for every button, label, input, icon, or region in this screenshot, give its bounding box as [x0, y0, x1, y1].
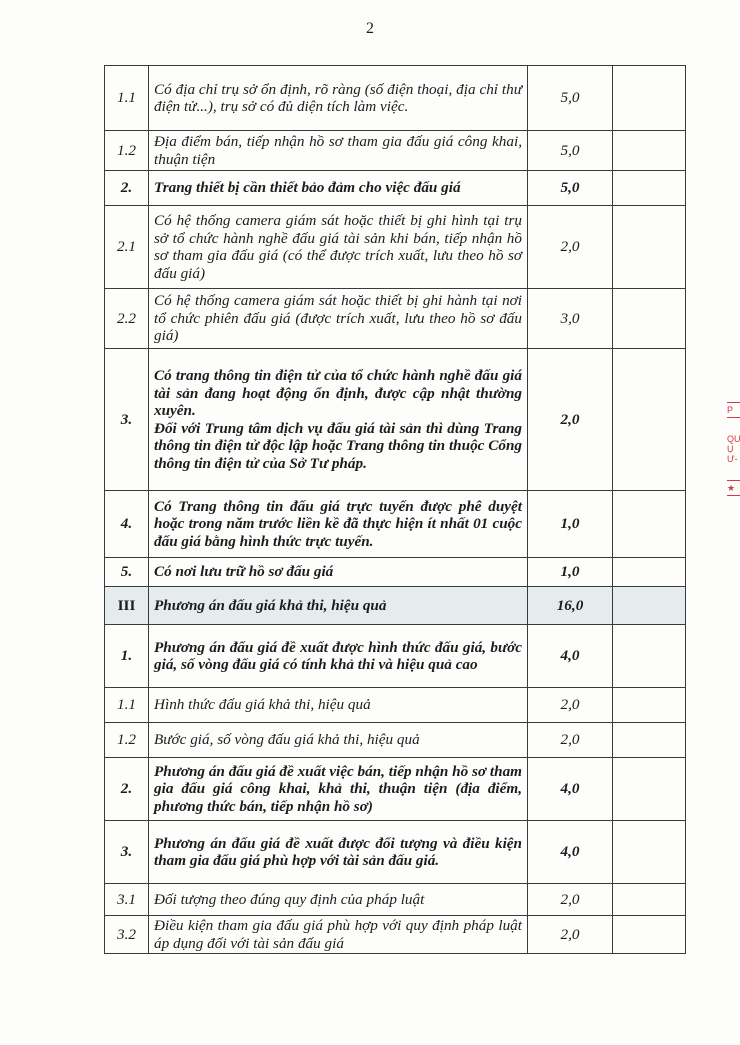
score-cell: [613, 206, 686, 289]
max-score: 3,0: [528, 289, 613, 349]
table-row: [105, 66, 686, 131]
score-cell: [613, 884, 686, 916]
score-cell: [613, 723, 686, 758]
scoring-criteria-table: [104, 65, 686, 954]
table-row: [105, 171, 686, 206]
max-score: 5,0: [528, 171, 613, 206]
max-score: 16,0: [528, 587, 613, 625]
row-number: 3.2: [105, 916, 149, 954]
criterion-text: Phương án đấu giá đề xuất được đối tượng và điều kiện tham gia đấu giá phù hợp với tài sản đấu giá.: [149, 821, 528, 884]
table-row: [105, 688, 686, 723]
criterion-text: Đối tượng theo đúng quy định của pháp luật: [149, 884, 528, 916]
score-cell: [613, 916, 686, 954]
max-score: 4,0: [528, 625, 613, 688]
table-row: [105, 758, 686, 821]
row-number: 2.: [105, 758, 149, 821]
criterion-text: Hình thức đấu giá khả thi, hiệu quả: [149, 688, 528, 723]
criterion-text: Có trang thông tin điện tử của tổ chức hành nghề đấu giá tài sản đang hoạt động ổn định, được cập nhật thường xuyên. Đối với Trung tâm dịch vụ đấu giá tài sản thì dùng Trang thông tin điện tử độc lập hoặc Trang thông tin thuộc Cổng thông tin điện tử của Sở Tư pháp.: [149, 349, 528, 491]
criterion-text: Trang thiết bị cần thiết bảo đảm cho việc đấu giá: [149, 171, 528, 206]
max-score: 2,0: [528, 884, 613, 916]
row-number: 3.1: [105, 884, 149, 916]
score-cell: [613, 171, 686, 206]
max-score: 1,0: [528, 558, 613, 587]
page-number: 2: [366, 20, 374, 37]
table-row: [105, 131, 686, 171]
criterion-text: Phương án đấu giá đề xuất được hình thức đấu giá, bước giá, số vòng đấu giá có tính khả thi và hiệu quả cao: [149, 625, 528, 688]
stamp-text: QU: [727, 434, 740, 444]
max-score: 2,0: [528, 916, 613, 954]
max-score: 1,0: [528, 491, 613, 558]
score-cell: [613, 131, 686, 171]
star-icon: ★: [727, 483, 736, 493]
row-number: 1.1: [105, 66, 149, 131]
max-score: 2,0: [528, 723, 613, 758]
score-cell: [613, 625, 686, 688]
stamp-text: P: [727, 405, 734, 415]
red-stamp-fragment: [727, 400, 740, 530]
criterion-text: Điều kiện tham gia đấu giá phù hợp với quy định pháp luật áp dụng đối với tài sản đấu giá: [149, 916, 528, 954]
row-number: 2.1: [105, 206, 149, 289]
table-row: [105, 884, 686, 916]
score-cell: [613, 349, 686, 491]
table-row: [105, 289, 686, 349]
score-cell: [613, 558, 686, 587]
max-score: 5,0: [528, 131, 613, 171]
table-row: [105, 587, 686, 625]
score-cell: [613, 491, 686, 558]
row-number: 4.: [105, 491, 149, 558]
criterion-text: Địa điểm bán, tiếp nhận hồ sơ tham gia đấu giá công khai, thuận tiện: [149, 131, 528, 171]
criterion-text: Có Trang thông tin đấu giá trực tuyến được phê duyệt hoặc trong năm trước liền kề đã thực hiện ít nhất 01 cuộc đấu giá bằng hình thức trực tuyến.: [149, 491, 528, 558]
row-number: 5.: [105, 558, 149, 587]
max-score: 2,0: [528, 206, 613, 289]
max-score: 4,0: [528, 821, 613, 884]
criterion-text: Có nơi lưu trữ hồ sơ đấu giá: [149, 558, 528, 587]
max-score: 2,0: [528, 688, 613, 723]
score-cell: [613, 289, 686, 349]
table-row: [105, 491, 686, 558]
row-number: 3.: [105, 821, 149, 884]
row-number: 1.2: [105, 131, 149, 171]
row-number: 1.1: [105, 688, 149, 723]
row-number: III: [105, 587, 149, 625]
criterion-text: Có hệ thống camera giám sát hoặc thiết bị ghi hình tại trụ sở tổ chức hành nghề đấu giá tài sản khi bán, tiếp nhận hồ sơ tham gia đấu giá (có thể được trích xuất, lưu theo hồ sơ đấu giá): [149, 206, 528, 289]
criterion-text: Phương án đấu giá khả thi, hiệu quả: [149, 587, 528, 625]
table-row: [105, 625, 686, 688]
criterion-text: Có hệ thống camera giám sát hoặc thiết bị ghi hành tại nơi tổ chức phiên đấu giá (được trích xuất, lưu theo hồ sơ đấu giá): [149, 289, 528, 349]
max-score: 5,0: [528, 66, 613, 131]
score-cell: [613, 821, 686, 884]
table-row: [105, 916, 686, 954]
criterion-text: Phương án đấu giá đề xuất việc bán, tiếp nhận hồ sơ tham gia đấu giá công khai, khả thi, thuận tiện (địa điểm, phương thức bán, tiếp nhận hồ sơ): [149, 758, 528, 821]
row-number: 1.: [105, 625, 149, 688]
score-cell: [613, 66, 686, 131]
table-row: [105, 206, 686, 289]
table-row: [105, 723, 686, 758]
row-number: 3.: [105, 349, 149, 491]
row-number: 2.2: [105, 289, 149, 349]
row-number: 2.: [105, 171, 149, 206]
score-cell: [613, 688, 686, 723]
stamp-text: Ư-: [727, 454, 738, 464]
table-row: [105, 821, 686, 884]
table-row: [105, 558, 686, 587]
stamp-text: Ụ: [727, 444, 734, 454]
score-cell: [613, 587, 686, 625]
table-row: [105, 349, 686, 491]
max-score: 4,0: [528, 758, 613, 821]
score-cell: [613, 758, 686, 821]
row-number: 1.2: [105, 723, 149, 758]
criterion-text: Bước giá, số vòng đấu giá khả thi, hiệu quả: [149, 723, 528, 758]
criterion-text: Có địa chỉ trụ sở ổn định, rõ ràng (số điện thoại, địa chỉ thư điện tử...), trụ sở có đủ diện tích làm việc.: [149, 66, 528, 131]
max-score: 2,0: [528, 349, 613, 491]
